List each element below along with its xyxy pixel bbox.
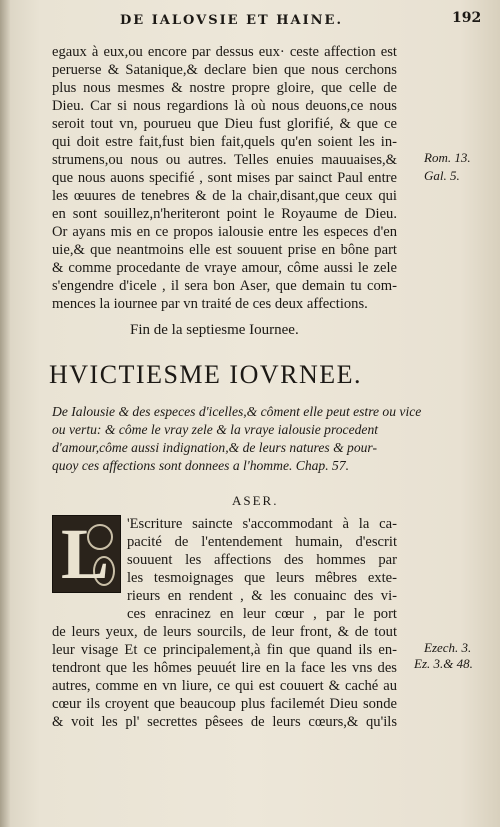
body-line: peruerse & Satanique,& declare bien que nous cerchons [52, 62, 397, 78]
running-head: DE IALOVSIE ET HAINE. [120, 13, 343, 28]
argument-line: d'amour,côme aussi indignation,& de leurs natures & pour- [52, 440, 377, 455]
body-line: leur visage Et ce principalement,à fin que quand ils en- [52, 642, 397, 658]
margin-note: Ez. 3.& 48. [414, 656, 473, 671]
section-title: HVICTIESME IOVRNEE. [49, 360, 363, 389]
body-line: egaux à eux,ou encore par dessus eux· ceste affection est [52, 44, 397, 60]
margin-note: Rom. 13. [424, 150, 471, 165]
margin-note: Ezech. 3. [424, 640, 472, 655]
body-line: rieurs en rendent , & les conuainc des vi- [127, 588, 397, 604]
body-line: uie,& que neantmoins elle est souuent prise en bône part [52, 242, 397, 258]
margin-note: Gal. 5. [424, 168, 460, 183]
body-line: les œuures de tenebres & de la chair,disant,que ceux qui [52, 188, 397, 204]
body-line: plus nous mesmes & nostre propre gloire, que celle de [52, 80, 397, 96]
body-line: & comme procedante de vraye amour, côme aussi le zele [52, 260, 397, 276]
page-gutter [0, 0, 10, 827]
argument-line: ou vertu: & côme le vray zele & la vraye ialousie procedent [52, 422, 379, 437]
body-line: en sont souillez,n'heriteront point le Royaume de Dieu. [52, 206, 397, 222]
body-line: Dieu. Car si nous regardions là où nous deuons,ce nous [52, 98, 397, 114]
argument-line: De Ialousie & des especes d'icelles,& côment elle peut estre ou vice [52, 404, 422, 419]
body-line: s'engendre d'icele , il sera bon Aser, que demain tu com- [52, 278, 397, 294]
body-line: les tesmoignages que leurs mêbres exte- [127, 570, 397, 586]
body-line: seroit tout vn, pourueu que Dieu fust glorifié, & que ce [52, 116, 397, 132]
body-line: strumens,ou nous ou autres. Telles enuies mauuaises,& [52, 152, 397, 168]
body-line: pacité de l'entendement humain, d'escrit [127, 534, 397, 550]
body-line: autres, comme en vn liure, ce qui est couuert & caché au [52, 678, 397, 694]
body-line: cœur ils croyent que beaucoup plus facilemét Dieu sonde [52, 696, 397, 712]
body-line: souuent les affections des hommes par [127, 552, 397, 568]
argument-line: quoy ces affections sont donnees a l'homme. Chap. 57. [52, 458, 350, 473]
body-line: 'Escriture saincte s'accommodant à la ca- [127, 516, 397, 532]
chapter-end-note: Fin de la septiesme Iournee. [130, 322, 299, 338]
body-line: de leurs yeux, de leurs sourcils, de leur front, & de tout [52, 624, 397, 640]
body-line: qui doit estre fait,fust bien fait,quels qu'en soient les in- [52, 134, 397, 150]
speaker-name: ASER. [232, 493, 279, 508]
body-line: tendront que les hômes peuuét lire en la face les vns des [52, 660, 397, 676]
body-line: & voit les pl' secrettes pêsees de leurs cœurs,& qu'ils [52, 714, 397, 730]
body-line: Or ayans mis en ce propos ialousie entre les especes d'en [52, 224, 397, 240]
page-number: 192 [452, 10, 482, 26]
initial-letter: L [61, 514, 110, 594]
body-line: mences la iournee par vn traité de ces deux affections. [52, 296, 368, 312]
body-line: ces enracinez en leur cœur , par le port [127, 606, 397, 622]
body-line: que nous auons specifié , sont mises par sainct Paul entre [52, 170, 397, 186]
decorated-initial [52, 515, 121, 593]
